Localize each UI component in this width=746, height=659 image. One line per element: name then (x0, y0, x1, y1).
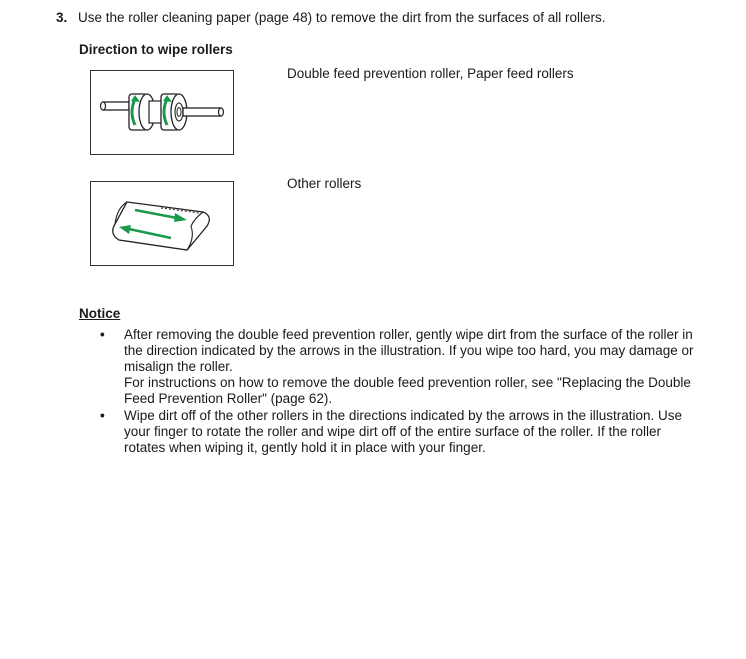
figure-caption-other-rollers: Other rollers (287, 176, 362, 191)
figure-caption-roller-assembly: Double feed prevention roller, Paper feed rollers (287, 66, 574, 81)
notice-item (100, 408, 700, 456)
figure-roller-assembly (90, 70, 234, 155)
notice-paragraph: After removing the double feed prevention roller, gently wipe dirt from the surface of the roller in the direction indicated by the arrows in the illustration. If you wipe too hard, you may damage or misalign the roller. (124, 327, 694, 374)
figure-other-rollers (90, 181, 234, 266)
single-roller-icon (91, 182, 233, 265)
notice-paragraph: Wipe dirt off of the other rollers in the directions indicated by the arrows in the illustration. Use your finger to rotate the roller and wipe dirt off of the entire surface of the roller. If the roller rotates when wiping it, gently hold it in place with your finger. (124, 408, 683, 455)
section-heading: Direction to wipe rollers (79, 42, 233, 57)
notice-title: Notice (79, 306, 121, 321)
bullet: • (100, 327, 105, 342)
step-number: 3. (56, 10, 68, 25)
bullet: • (100, 408, 105, 423)
step-text: Use the roller cleaning paper (page 48) to remove the dirt from the surfaces of all rollers. (78, 10, 606, 25)
notice-item (100, 327, 700, 407)
notice-list (100, 327, 700, 457)
notice-paragraph: For instructions on how to remove the double feed prevention roller, see "Replacing the Double Feed Prevention Roller" (page 62). (124, 375, 691, 406)
roller-assembly-icon (91, 71, 233, 154)
